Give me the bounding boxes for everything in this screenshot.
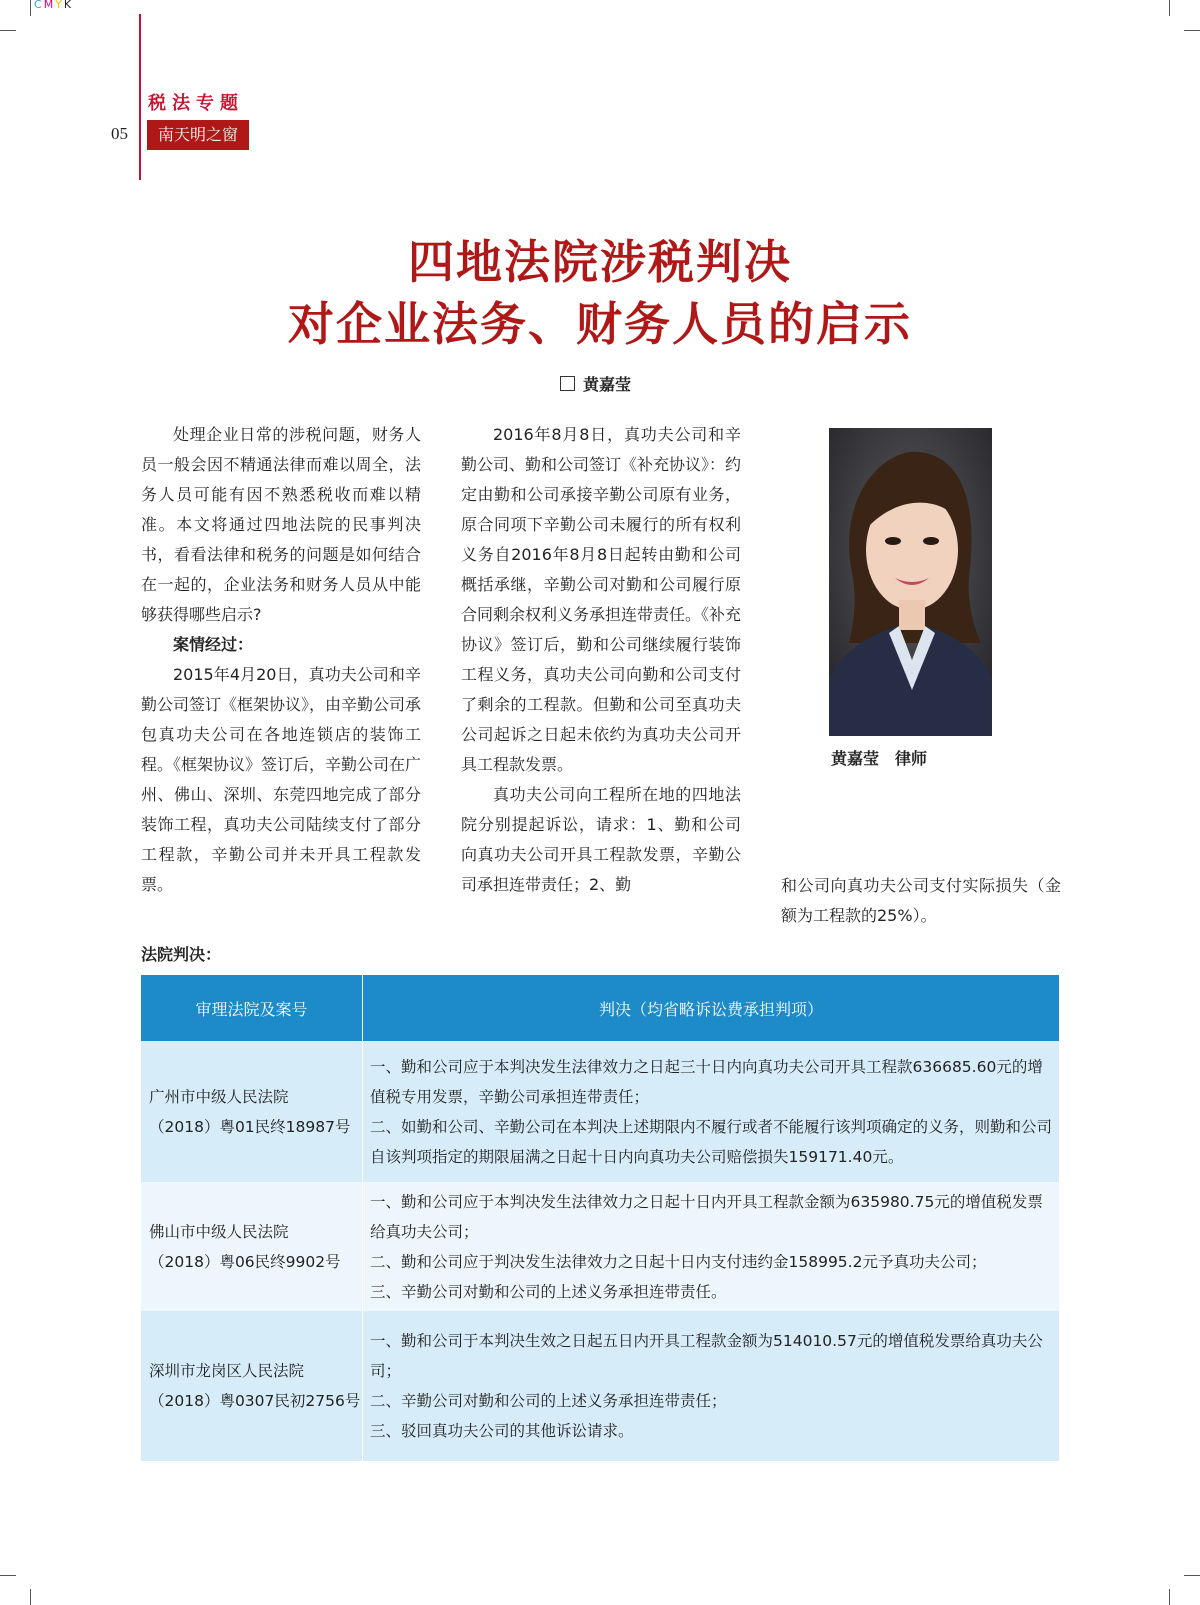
case-number: （2018）粤01民终18987号	[149, 1117, 351, 1136]
author-portrait-image	[829, 428, 992, 736]
court-name: 佛山市中级人民法院	[149, 1222, 289, 1241]
paragraph: 2015年4月20日，真功夫公司和辛勤公司签订《框架协议》，由辛勤公司承包真功夫公司在各地连锁店的装饰工程。《框架协议》签订后，辛勤公司在广州、佛山、深圳、东莞四地完成了部分装饰工程，真功夫公司陆续支付了部分工程款，辛勤公司并未开具工程款发票。	[141, 665, 422, 894]
judgment-item: 二、辛勤公司对勤和公司的上述义务承担连带责任；	[370, 1392, 727, 1410]
table-label: 法院判决：	[141, 945, 222, 964]
case-number: （2018）粤06民终9902号	[149, 1252, 341, 1271]
crop-mark	[30, 1589, 31, 1605]
table-row	[141, 1182, 1059, 1311]
text-column-1	[141, 420, 421, 900]
article-title-line2: 对企业法务、财务人员的启示	[288, 297, 912, 351]
judgment-item: 三、辛勤公司对勤和公司的上述义务承担连带责任。	[370, 1282, 727, 1301]
judgment-cell	[363, 1182, 1060, 1311]
court-cell	[141, 1311, 363, 1461]
table-header-row	[141, 975, 1059, 1041]
author-name: 黄嘉莹	[583, 375, 632, 394]
crop-mark	[1169, 0, 1170, 16]
cmyk-color-bar: CMYK	[34, 0, 74, 11]
verdict-table	[141, 975, 1059, 1461]
judgment-item: 一、勤和公司应于本判决发生法律效力之日起十日内开具工程款金额为635980.75元的增值税发票给真功夫公司；	[370, 1192, 1043, 1241]
author-byline	[560, 372, 631, 395]
judgment-cell	[363, 1041, 1060, 1182]
court-name: 广州市中级人民法院	[149, 1087, 289, 1106]
text-column-3	[781, 871, 1061, 931]
column-header-court: 审理法院及案号	[141, 975, 363, 1041]
crop-mark	[30, 0, 31, 16]
table-row	[141, 1311, 1059, 1461]
author-photo	[829, 428, 992, 736]
paragraph: 2016年8月8日，真功夫公司和辛勤公司、勤和公司签订《补充协议》：约定由勤和公司承接辛勤公司原有业务，原合同项下辛勤公司未履行的所有权利义务自2016年8月8日起转由勤和公司概括承继，辛勤公司对勤和公司履行原合同剩余权利义务承担连带责任。《补充协议》签订后，勤和公司继续履行装饰工程义务，真功夫公司向勤和公司支付了剩余的工程款。但勤和公司至真功夫公司起诉之日起未依约为真功夫公司开具工程款发票。	[461, 425, 742, 774]
paragraph: 处理企业日常的涉税问题，财务人员一般会因不精通法律而难以周全，法务人员可能有因不熟悉税收而难以精准。本文将通过四地法院的民事判决书，看看法律和税务的问题是如何结合在一起的，企业法务和财务人员从中能够获得哪些启示?	[141, 425, 421, 624]
judgment-cell	[363, 1311, 1060, 1461]
judgment-item: 二、勤和公司应于判决发生法律效力之日起十日内支付违约金158995.2元予真功夫公司；	[370, 1252, 987, 1271]
crop-mark	[0, 1575, 16, 1576]
crop-mark	[1184, 1575, 1200, 1576]
crop-mark	[0, 30, 16, 31]
column-header-judgment: 判决（均省略诉讼费承担判项）	[363, 975, 1060, 1041]
subheading: 案情经过：	[173, 635, 254, 654]
paragraph: 真功夫公司向工程所在地的四地法院分别提起诉讼，请求：1、勤和公司向真功夫公司开具工程款发票，辛勤公司承担连带责任；2、勤	[461, 785, 741, 894]
header-rule	[139, 14, 141, 180]
photo-caption: 黄嘉莹 律师	[831, 749, 928, 768]
article-title-line1: 四地法院涉税判决	[408, 235, 792, 289]
text-column-2	[461, 420, 741, 900]
byline-box-icon	[560, 376, 575, 391]
section-label: 税法专题	[148, 93, 244, 114]
court-cell	[141, 1182, 363, 1311]
judgment-item: 一、勤和公司应于本判决发生法律效力之日起三十日内向真功夫公司开具工程款636685.60元的增值税专用发票，辛勤公司承担连带责任；	[370, 1057, 1043, 1106]
table-row	[141, 1041, 1059, 1182]
case-number: （2018）粤0307民初2756号	[149, 1392, 361, 1410]
court-cell	[141, 1041, 363, 1182]
judgment-item: 二、如勤和公司、辛勤公司在本判决上述期限内不履行或者不能履行该判项确定的义务，则勤和公司自该判项指定的期限届满之日起十日内向真功夫公司赔偿损失159171.40元。	[370, 1117, 1053, 1166]
crop-mark	[1169, 1589, 1170, 1605]
judgment-item: 三、驳回真功夫公司的其他诉讼请求。	[370, 1422, 634, 1440]
crop-mark	[1184, 30, 1200, 31]
judgment-item: 一、勤和公司于本判决生效之日起五日内开具工程款金额为514010.57元的增值税发票给真功夫公司；	[370, 1332, 1043, 1380]
paragraph: 和公司向真功夫公司支付实际损失（金额为工程款的25%）。	[781, 876, 1061, 925]
court-name: 深圳市龙岗区人民法院	[149, 1362, 305, 1380]
column-name-tag: 南天明之窗	[147, 120, 249, 150]
page-number: 05	[111, 124, 128, 143]
